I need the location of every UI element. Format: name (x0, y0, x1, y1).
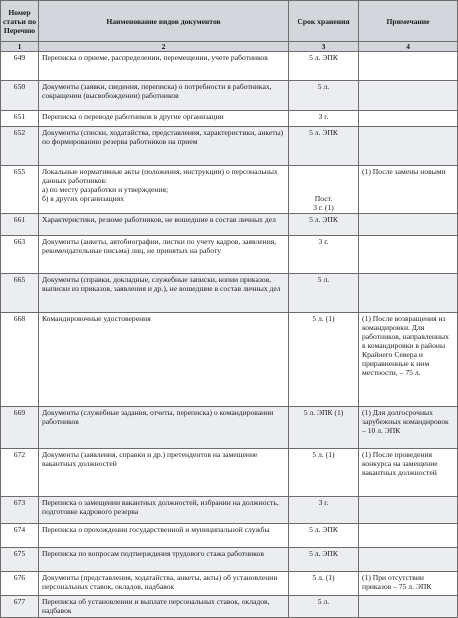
article-number: 651 (1, 111, 39, 127)
retention-term: 5 л. (289, 81, 359, 111)
retention-term: 5 л. ЭПК (289, 548, 359, 572)
column-number: 4 (359, 42, 458, 52)
document-name: Переписка по вопросам подтверждения трудового стажа работников (39, 548, 289, 572)
column-number: 2 (39, 42, 289, 52)
document-name: Документы (справки, докладные, служебные записки, копии приказов, выписки из приказов, заявления и др.), не вошедшие в состав личных дел (39, 274, 289, 313)
header-note: Примечание (359, 1, 458, 42)
article-number: 650 (1, 81, 39, 111)
note (359, 52, 458, 81)
note (359, 214, 458, 236)
retention-term: 5 л. (1) (289, 313, 359, 407)
article-number: 673 (1, 497, 39, 524)
note: (1) После возвращения из командировки. Для работников, направленных в командировки в районы Крайнего Севера и приравненные к ним местности, – 75 л. (359, 313, 458, 407)
document-name: Переписка об установлении и выплате персональных ставок, окладов, надбавок (39, 596, 289, 618)
table-row (1, 111, 458, 127)
retention-term: 5 л. (289, 274, 359, 313)
column-number-row (1, 42, 458, 52)
retention-term: 3 г. (289, 236, 359, 274)
retention-term: 5 л. (289, 596, 359, 618)
note (359, 274, 458, 313)
retention-term: 5 л. ЭПК (289, 214, 359, 236)
retention-term: 5 л. (1) (289, 449, 359, 497)
note (359, 596, 458, 618)
note (359, 524, 458, 548)
header-article-number: Номер статьи по Перечню (1, 1, 39, 42)
table-row (1, 313, 458, 407)
table-row (1, 548, 458, 572)
retention-term (289, 166, 359, 214)
table-row (1, 497, 458, 524)
retention-term: 5 л. ЭПК (289, 524, 359, 548)
note (359, 497, 458, 524)
table-row (1, 596, 458, 618)
document-name: Документы (представления, ходатайства, анкеты, акты) об установлении персональных ставок, окладов, надбавок (39, 572, 289, 596)
article-number: 674 (1, 524, 39, 548)
document-name: Документы (заявления, справки и др.) претендентов на замещение вакантных должностей (39, 449, 289, 497)
document-name: Командировочные удостоверения (39, 313, 289, 407)
table-row (1, 236, 458, 274)
table-row (1, 214, 458, 236)
note (359, 127, 458, 166)
note: (1) После проведения конкурса на замещение вакантных должностей (359, 449, 458, 497)
retention-term: 3 г. (289, 497, 359, 524)
note (359, 81, 458, 111)
document-name: Переписка о приеме, распределении, перемещении, учете работников (39, 52, 289, 81)
document-name: Характеристики, резюме работников, не вошедшие в состав личных дел (39, 214, 289, 236)
document-name: Локальные нормативные акты (положения, инструкции) о персональных данных работников: а) по месту разработки и утверждения; б) в других организациях (39, 166, 289, 214)
table-header-row (1, 1, 458, 42)
table-row (1, 407, 458, 449)
article-number: 668 (1, 313, 39, 407)
note: (1) При отсутствии приказов – 75 л. ЭПК (359, 572, 458, 596)
article-number: 649 (1, 52, 39, 81)
document-name: Переписка о прохождении государственной и муниципальной службы (39, 524, 289, 548)
header-document-name: Наименование видов документов (39, 1, 289, 42)
article-number: 665 (1, 274, 39, 313)
retention-term-a: Пост. (314, 194, 333, 203)
table-row (1, 81, 458, 111)
table-row (1, 166, 458, 214)
document-name: Документы (списки, ходатайства, представления, характеристики, анкеты) по формированию резерва работников на прием (39, 127, 289, 166)
note: (1) После замены новыми (359, 166, 458, 214)
table-row (1, 52, 458, 81)
note (359, 236, 458, 274)
article-number: 661 (1, 214, 39, 236)
article-number: 675 (1, 548, 39, 572)
column-number: 3 (289, 42, 359, 52)
document-name: Документы (служебные задания, отчеты, переписка) о командировании работников (39, 407, 289, 449)
article-number: 652 (1, 127, 39, 166)
table-row (1, 127, 458, 166)
table-row (1, 524, 458, 548)
retention-term: 5 л. ЭПК (1) (289, 407, 359, 449)
note: (1) Для долгосрочных зарубежных командировок – 10 л. ЭПК (359, 407, 458, 449)
retention-term-b: 3 г. (1) (313, 203, 334, 212)
article-number: 677 (1, 596, 39, 618)
note (359, 111, 458, 127)
retention-term: 3 г. (289, 111, 359, 127)
header-retention-term: Срок хранения (289, 1, 359, 42)
document-name: Документы (заявки, сведения, переписка) о потребности в работниках, сокращении (высвобождении) работников (39, 81, 289, 111)
retention-term: 5 л. ЭПК (289, 52, 359, 81)
article-number: 669 (1, 407, 39, 449)
column-number: 1 (1, 42, 39, 52)
document-name: Переписка о замещении вакантных должностей, избрании на должность, подготовке кадрового резерва (39, 497, 289, 524)
table-row (1, 274, 458, 313)
table-row (1, 449, 458, 497)
article-number: 672 (1, 449, 39, 497)
document-name: Переписка о переводе работников в другие организации (39, 111, 289, 127)
article-number: 663 (1, 236, 39, 274)
article-number: 655 (1, 166, 39, 214)
note (359, 548, 458, 572)
table-row (1, 572, 458, 596)
retention-term: 5 л. (1) (289, 572, 359, 596)
retention-term: 5 л. ЭПК (289, 127, 359, 166)
article-number: 676 (1, 572, 39, 596)
document-name: Документы (анкеты, автобиографии, листки по учету кадров, заявления, рекомендательные письма) лиц, не принятых на работу (39, 236, 289, 274)
